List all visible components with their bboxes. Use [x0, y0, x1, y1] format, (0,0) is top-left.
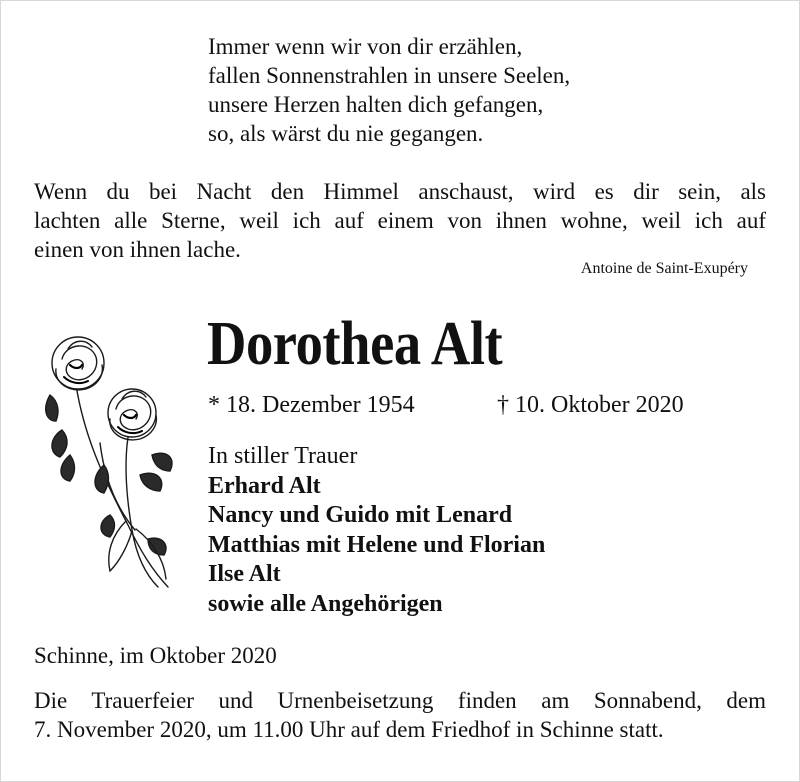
quote-line: lachten alle Sterne, weil ich auf einem von ihnen wohne, weil ich auf: [34, 208, 766, 233]
mourner-name: Matthias mit Helene und Florian: [208, 531, 546, 558]
funeral-line: 7. November 2020, um 11.00 Uhr auf dem Friedhof in Schinne statt.: [34, 717, 664, 742]
deceased-name: Dorothea Alt: [207, 310, 503, 378]
death-date: † 10. Oktober 2020: [497, 392, 684, 418]
mourner-name: Ilse Alt: [208, 561, 281, 587]
funeral-line: Die Trauerfeier und Urnenbeisetzung finden am Sonnabend, dem: [34, 688, 766, 713]
poem: [208, 32, 570, 148]
mourner-name: Erhard Alt: [208, 472, 321, 499]
mourners: [208, 442, 545, 619]
poem-line: unsere Herzen halten dich gefangen,: [208, 92, 544, 117]
birth-date: * 18. Dezember 1954: [208, 392, 415, 418]
mourner-name: Nancy und Guido mit Lenard: [208, 502, 513, 528]
mourning-intro: In stiller Trauer: [208, 443, 358, 469]
poem-line: so, als wärst du nie gegangen.: [208, 121, 484, 146]
quote: [34, 177, 766, 264]
mourner-name: sowie alle Angehörigen: [208, 590, 443, 617]
rose-icon: [40, 325, 190, 595]
quote-line: Wenn du bei Nacht den Himmel anschaust, wird es dir sein, als: [34, 179, 766, 204]
funeral-notice: [34, 686, 766, 744]
quote-author: Antoine de Saint-Exupéry: [580, 260, 748, 277]
quote-line: einen von ihnen lache.: [34, 237, 241, 262]
poem-line: Immer wenn wir von dir erzählen,: [208, 34, 523, 59]
place-date: Schinne, im Oktober 2020: [34, 643, 277, 668]
poem-line: fallen Sonnenstrahlen in unsere Seelen,: [208, 63, 571, 88]
